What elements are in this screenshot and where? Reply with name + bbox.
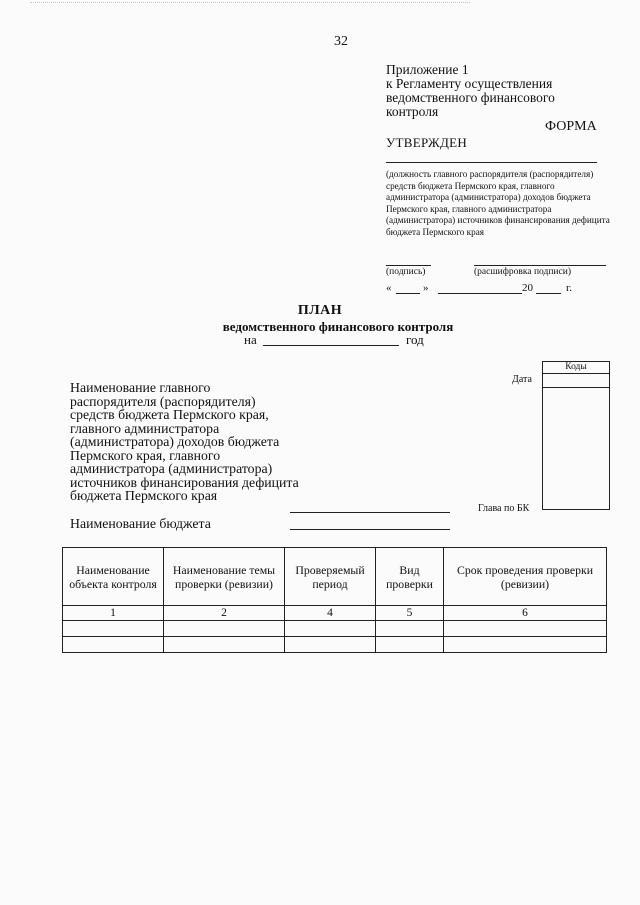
page-number: 32 — [334, 34, 348, 49]
header-topic: Наименование темы проверки (ревизии) — [164, 548, 285, 606]
position-line[interactable] — [386, 162, 597, 163]
appendix-line: к Регламенту осуществления — [386, 76, 553, 91]
table-cell[interactable] — [376, 637, 444, 653]
header-period: Проверяемый период — [285, 548, 376, 606]
table-cell[interactable] — [285, 621, 376, 637]
header-type: Вид проверки — [376, 548, 444, 606]
appendix-line: Приложение 1 — [386, 62, 469, 77]
table-row — [63, 621, 607, 637]
year-prefix: 20 — [522, 282, 533, 294]
org-name-label: Наименование главного распорядителя (распорядителя) средств бюджета Пермского края, главного администратора (администратора) доходов бюджета Пермского края, главного администратора (администратора) источников финансирования дефицита бюджета Пермского края — [70, 380, 299, 503]
table-cell[interactable] — [376, 621, 444, 637]
plan-subtitle: ведомственного финансового контроля — [222, 319, 454, 334]
column-number: 6 — [444, 606, 607, 621]
approved-label: УТВЕРЖДЕН — [386, 135, 468, 150]
signature-decode-label: (расшифровка подписи) — [474, 267, 571, 277]
appendix-line: контроля — [386, 104, 439, 119]
year-suffix: г. — [566, 282, 573, 294]
table-cell[interactable] — [285, 637, 376, 653]
header-term: Срок проведения проверки (ревизии) — [444, 548, 607, 606]
year-field[interactable] — [536, 293, 561, 294]
plan-year-field[interactable] — [263, 345, 399, 346]
column-number: 1 — [63, 606, 164, 621]
month-field[interactable] — [438, 293, 522, 294]
org-name-field[interactable] — [290, 512, 450, 513]
form-label: ФОРМА — [545, 119, 597, 134]
budget-name-field[interactable] — [290, 529, 450, 530]
budget-name-label: Наименование бюджета — [70, 516, 211, 531]
table-cell[interactable] — [444, 637, 607, 653]
table-row — [63, 637, 607, 653]
open-quote: « — [386, 282, 392, 294]
column-number: 5 — [376, 606, 444, 621]
signature-line[interactable] — [386, 265, 431, 266]
date-label: Дата — [512, 374, 532, 385]
close-quote: » — [423, 282, 429, 294]
table-cell[interactable] — [63, 621, 164, 637]
column-number: 4 — [285, 606, 376, 621]
day-field[interactable] — [396, 293, 420, 294]
header-object: Наименование объекта контроля — [63, 548, 164, 606]
position-note: (должность главного распорядителя (распорядителя) средств бюджета Пермского края, главного администратора (администратора) доходов бюджета Пермского края, главного администратора (администратора) источников финансирования дефицита бюджета Пермского края — [386, 169, 610, 237]
column-number: 2 — [164, 606, 285, 621]
scan-artifact — [30, 2, 470, 7]
table-cell[interactable] — [164, 637, 285, 653]
plan-title: ПЛАН — [297, 303, 343, 318]
codes-header: Коды — [543, 362, 609, 374]
codes-date-cell[interactable] — [543, 374, 609, 388]
plan-god: год — [406, 332, 424, 347]
chapter-label: Глава по БК — [478, 503, 530, 514]
appendix-heading — [386, 63, 616, 119]
codes-box — [542, 361, 610, 510]
signature-label: (подпись) — [386, 267, 426, 277]
plan-na: на — [244, 332, 257, 347]
appendix-line: ведомственного финансового — [386, 90, 555, 105]
control-plan-table — [62, 547, 607, 653]
signature-decode-line[interactable] — [474, 265, 606, 266]
table-cell[interactable] — [164, 621, 285, 637]
table-number-row — [63, 606, 607, 621]
table-cell[interactable] — [63, 637, 164, 653]
table-header-row — [63, 548, 607, 606]
table-cell[interactable] — [444, 621, 607, 637]
